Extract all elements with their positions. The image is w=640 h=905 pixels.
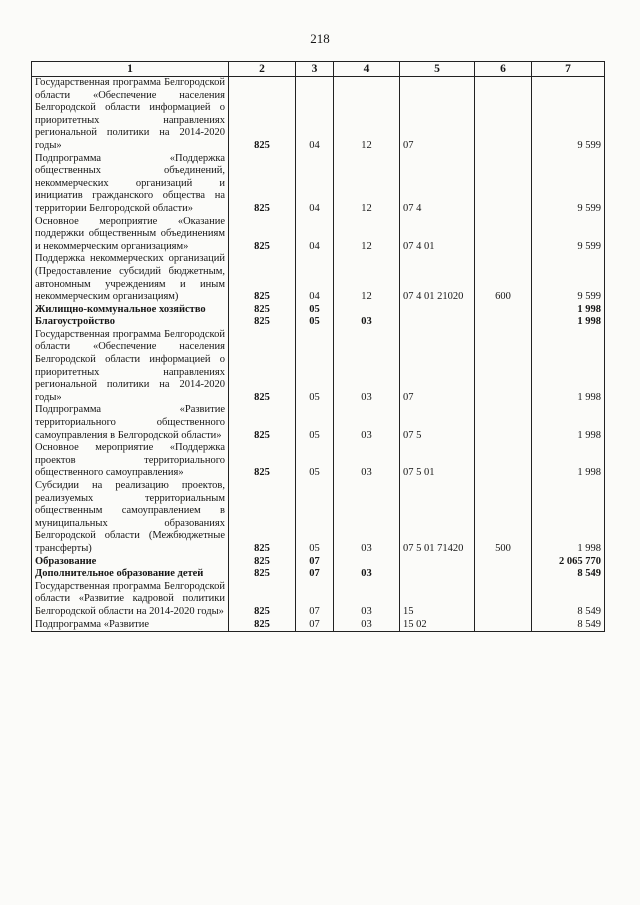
row-subsection: 12 [334, 153, 400, 216]
column-header: 3 [296, 62, 334, 77]
column-header: 5 [400, 62, 475, 77]
row-target-article: 07 [400, 77, 475, 153]
row-section: 07 [296, 581, 334, 619]
row-section: 05 [296, 329, 334, 405]
row-subsection: 12 [334, 253, 400, 303]
row-expense-type [475, 216, 532, 254]
row-amount: 1 998 [532, 480, 605, 556]
budget-table [31, 61, 605, 632]
row-expense-type [475, 316, 532, 329]
row-expense-type [475, 556, 532, 569]
row-amount: 8 549 [532, 581, 605, 619]
row-subsection: 12 [334, 216, 400, 254]
row-expense-type [475, 619, 532, 632]
row-section: 07 [296, 619, 334, 632]
table-row [32, 77, 605, 153]
row-expense-type [475, 304, 532, 317]
table-body [32, 77, 605, 632]
table-row [32, 442, 605, 480]
row-name: Образование [32, 556, 229, 569]
row-amount: 9 599 [532, 153, 605, 216]
row-admin-code: 825 [229, 404, 296, 442]
row-expense-type [475, 329, 532, 405]
row-expense-type: 600 [475, 253, 532, 303]
row-subsection: 03 [334, 404, 400, 442]
table-row [32, 404, 605, 442]
row-admin-code: 825 [229, 581, 296, 619]
column-header: 6 [475, 62, 532, 77]
table-header-row [32, 62, 605, 77]
row-target-article [400, 556, 475, 569]
row-name: Поддержка некоммерческих организаций (Предоставление субсидий бюджетным, автономным учреждениям и иным некоммерческим организациям) [32, 253, 229, 303]
row-name: Основное мероприятие «Оказание поддержки общественным объединениям и некоммерческим организациям» [32, 216, 229, 254]
row-target-article: 15 [400, 581, 475, 619]
row-target-article: 07 [400, 329, 475, 405]
row-subsection: 03 [334, 480, 400, 556]
row-subsection [334, 304, 400, 317]
row-admin-code: 825 [229, 316, 296, 329]
table-row [32, 581, 605, 619]
row-admin-code: 825 [229, 556, 296, 569]
row-expense-type [475, 153, 532, 216]
column-header: 2 [229, 62, 296, 77]
row-amount: 9 599 [532, 253, 605, 303]
table-row [32, 329, 605, 405]
row-section: 05 [296, 316, 334, 329]
row-name: Государственная программа Белгородской области «Обеспечение населения Белгородской области информацией о приоритетных направлениях региональной политики на 2014-2020 годы» [32, 77, 229, 153]
row-amount: 1 998 [532, 316, 605, 329]
table-row [32, 480, 605, 556]
row-section: 04 [296, 77, 334, 153]
table-row [32, 253, 605, 303]
row-subsection: 03 [334, 619, 400, 632]
row-section: 04 [296, 253, 334, 303]
row-subsection: 12 [334, 77, 400, 153]
row-name: Подпрограмма «Развитие территориального общественного самоуправления в Белгородской области» [32, 404, 229, 442]
row-name: Государственная программа Белгородской области «Развитие кадровой политики Белгородской области на 2014-2020 годы» [32, 581, 229, 619]
row-amount: 1 998 [532, 442, 605, 480]
row-target-article: 07 4 01 [400, 216, 475, 254]
row-admin-code: 825 [229, 480, 296, 556]
row-admin-code: 825 [229, 153, 296, 216]
row-name: Подпрограмма «Развитие [32, 619, 229, 632]
row-section: 04 [296, 153, 334, 216]
row-section: 05 [296, 442, 334, 480]
row-expense-type [475, 442, 532, 480]
table-row [32, 316, 605, 329]
row-expense-type [475, 581, 532, 619]
row-amount: 2 065 770 [532, 556, 605, 569]
row-name: Дополнительное образование детей [32, 568, 229, 581]
row-admin-code: 825 [229, 568, 296, 581]
row-subsection: 03 [334, 316, 400, 329]
row-admin-code: 825 [229, 619, 296, 632]
row-amount: 8 549 [532, 619, 605, 632]
row-name: Субсидии на реализацию проектов, реализуемых территориальным общественным самоуправлением в муниципальных образованиях Белгородской области (Межбюджетные трансферты) [32, 480, 229, 556]
row-admin-code: 825 [229, 442, 296, 480]
table-row [32, 216, 605, 254]
row-amount: 9 599 [532, 77, 605, 153]
row-target-article: 07 5 01 71420 [400, 480, 475, 556]
row-expense-type: 500 [475, 480, 532, 556]
table-row [32, 619, 605, 632]
row-subsection: 03 [334, 568, 400, 581]
row-subsection: 03 [334, 581, 400, 619]
row-section: 04 [296, 216, 334, 254]
row-target-article: 07 5 01 [400, 442, 475, 480]
column-header: 4 [334, 62, 400, 77]
row-amount: 8 549 [532, 568, 605, 581]
row-admin-code: 825 [229, 329, 296, 405]
row-admin-code: 825 [229, 216, 296, 254]
row-admin-code: 825 [229, 304, 296, 317]
row-target-article [400, 568, 475, 581]
row-target-article: 15 02 [400, 619, 475, 632]
row-name: Благоустройство [32, 316, 229, 329]
row-name: Подпрограмма «Поддержка общественных объединений, некоммерческих организаций и инициатив гражданского общества на территории Белгородской области» [32, 153, 229, 216]
row-section: 05 [296, 480, 334, 556]
row-target-article: 07 4 [400, 153, 475, 216]
row-name: Жилищно-коммунальное хозяйство [32, 304, 229, 317]
row-name: Государственная программа Белгородской области «Обеспечение населения Белгородской области информацией о приоритетных направлениях региональной политики на 2014-2020 годы» [32, 329, 229, 405]
row-section: 07 [296, 568, 334, 581]
table-row [32, 568, 605, 581]
row-target-article [400, 304, 475, 317]
table-row [32, 153, 605, 216]
row-expense-type [475, 568, 532, 581]
row-section: 05 [296, 404, 334, 442]
table-row [32, 304, 605, 317]
row-subsection: 03 [334, 442, 400, 480]
page-number: 218 [310, 31, 330, 46]
row-amount: 1 998 [532, 404, 605, 442]
column-header: 1 [32, 62, 229, 77]
row-target-article [400, 316, 475, 329]
table-row [32, 556, 605, 569]
row-amount: 1 998 [532, 329, 605, 405]
row-admin-code: 825 [229, 77, 296, 153]
row-expense-type [475, 404, 532, 442]
row-amount: 1 998 [532, 304, 605, 317]
row-section: 05 [296, 304, 334, 317]
column-header: 7 [532, 62, 605, 77]
row-admin-code: 825 [229, 253, 296, 303]
row-section: 07 [296, 556, 334, 569]
row-name: Основное мероприятие «Поддержка проектов территориального общественного самоуправления» [32, 442, 229, 480]
row-expense-type [475, 77, 532, 153]
row-amount: 9 599 [532, 216, 605, 254]
row-target-article: 07 5 [400, 404, 475, 442]
row-subsection: 03 [334, 329, 400, 405]
row-target-article: 07 4 01 21020 [400, 253, 475, 303]
row-subsection [334, 556, 400, 569]
